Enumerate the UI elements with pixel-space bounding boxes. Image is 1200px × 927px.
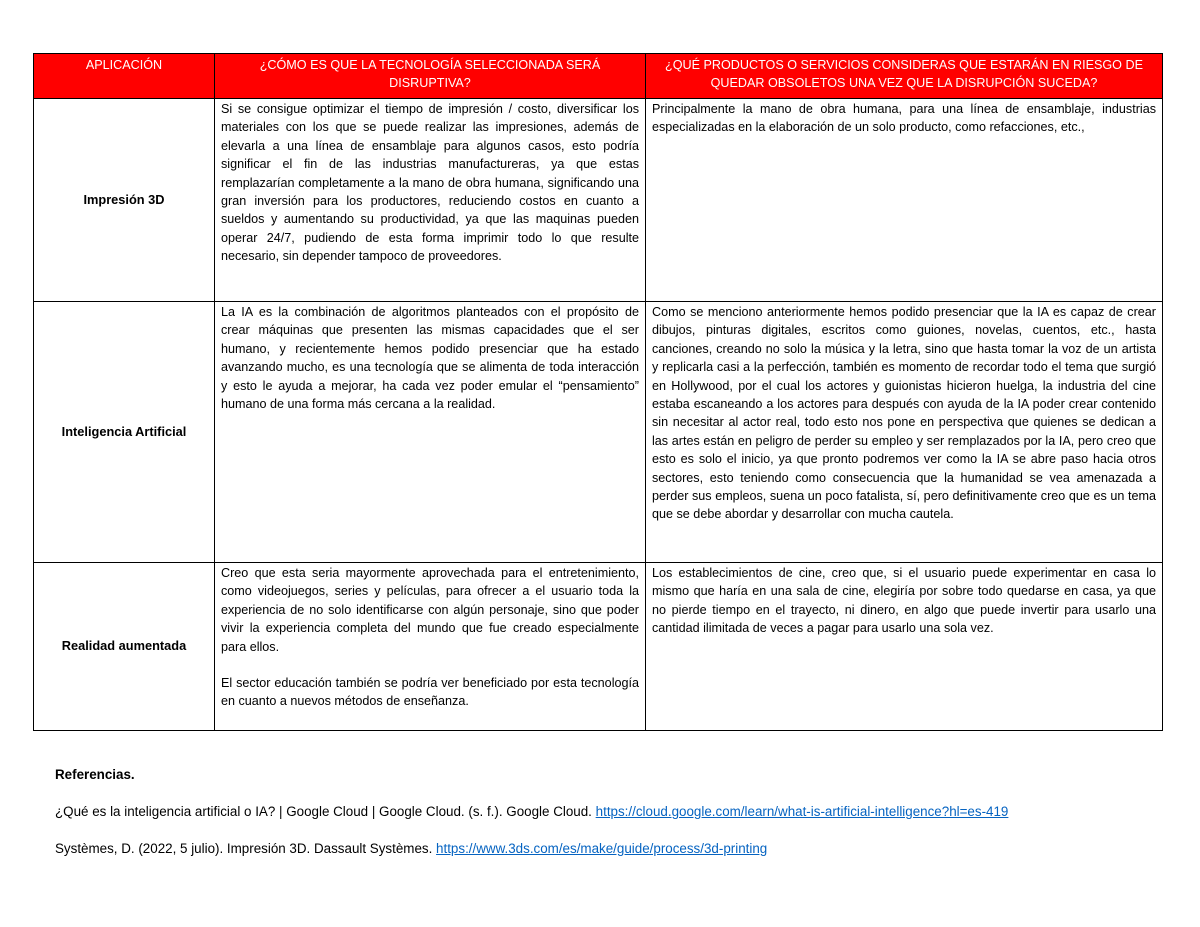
application-cell: Inteligencia Artificial [34, 302, 215, 563]
obsolete-cell [646, 99, 1163, 302]
paragraph: Principalmente la mano de obra humana, para una línea de ensamblaje, industrias especializadas en la elaboración de un solo producto, como refacciones, etc., [652, 102, 1156, 135]
reference-item [55, 839, 1155, 859]
reference-text: ¿Qué es la inteligencia artificial o IA? | Google Cloud | Google Cloud. (s. f.). Google Cloud. [55, 804, 592, 819]
reference-link[interactable]: https://www.3ds.com/es/make/guide/process/3d-printing [436, 841, 768, 856]
paragraph: El sector educación también se podría ver beneficiado por esta tecnología en cuanto a nuevos métodos de enseñanza. [221, 676, 639, 709]
header-obsolete: ¿QUÉ PRODUCTOS O SERVICIOS CONSIDERAS QUE ESTARÁN EN RIESGO DE QUEDAR OBSOLETOS UNA VEZ QUE LA DISRUPCIÓN SUCEDA? [646, 54, 1163, 99]
paragraph: Como se menciono anteriormente hemos podido presenciar que la IA es capaz de crear dibujos, pinturas digitales, escritos como guiones, novelas, cuentos, etc., hasta canciones, creando no solo la música y la letra, sino que hasta tomar la voz de un artista y replicarla casi a la perfección, también es momento de recordar todo el tema que surgió en Hollywood, por el cual los actores y guionistas hicieron huelga, la industria del cine estaba escaneando a los actores para después con ayuda de la IA poder crear contenido sin necesitar al actor real, todo esto nos pone en perspectiva que quienes se dedican a las artes están en peligro de perder su empleo y ser remplazados por la IA, pero creo que esto es solo el inicio, ya que pronto podremos ver como la IA se abre paso hacia otros sectores, esto teniendo como consecuencia que la humanidad se vea amenazada a perder sus empleos, suena un poco fatalista, sí, pero definitivamente creo que es un tema que se debe abordar y desarrollar con mucha cautela. [652, 305, 1156, 522]
paragraph: Creo que esta seria mayormente aprovechada para el entretenimiento, como videojuegos, series y películas, para ofrecer a el usuario toda la experiencia de no solo identificarse con algún personaje, sino que poder vivir la experiencia completa del mundo que fue creado especialmente para ellos. [221, 566, 639, 654]
table-row [34, 563, 1163, 731]
disruptive-cell [215, 563, 646, 731]
reference-text: Systèmes, D. (2022, 5 julio). Impresión 3D. Dassault Systèmes. [55, 841, 433, 856]
obsolete-cell [646, 563, 1163, 731]
header-application: APLICACIÓN [34, 54, 215, 99]
reference-item [55, 802, 1155, 822]
application-cell: Realidad aumentada [34, 563, 215, 731]
table-header-row [34, 54, 1163, 99]
disruptive-cell [215, 302, 646, 563]
comparison-table [33, 53, 1163, 731]
references-section [55, 765, 1155, 876]
obsolete-cell [646, 302, 1163, 563]
paragraph: La IA es la combinación de algoritmos planteados con el propósito de crear máquinas que presenten las mismas capacidades que el ser humano, y recientemente hemos podido presenciar que ha estado avanzando mucho, es una tecnología que se alimenta de toda interacción y esto le ayuda a mejorar, ha cada vez poder emular el “pensamiento” humano de una forma más cercana a la realidad. [221, 305, 639, 412]
header-disruptive: ¿CÓMO ES QUE LA TECNOLOGÍA SELECCIONADA SERÁ DISRUPTIVA? [215, 54, 646, 99]
paragraph: Si se consigue optimizar el tiempo de impresión / costo, diversificar los materiales con los que se puede realizar las impresiones, además de elevarla a una línea de ensamblaje para algunos casos, esto podría significar el fin de las industrias manufactureras, ya que estas remplazarían completamente a la mano de obra humana, significando una gran inversión para los productores, reduciendo costos en cuanto a sueldos y aumentando su productividad, ya que las maquinas pueden operar 24/7, pudiendo de esta forma imprimir todo lo que resulte necesario, sin depender tampoco de proveedores. [221, 102, 639, 264]
disruptive-cell [215, 99, 646, 302]
paragraph: Los establecimientos de cine, creo que, si el usuario puede experimentar en casa lo mismo que haría en una sala de cine, elegiría por sobre todo quedarse en casa, ya que no pierde tiempo en el trayecto, ni dinero, en algo que puede invertir para usarlo una cantidad ilimitada de veces a pagar para usarlo una sola vez. [652, 566, 1156, 636]
table-row [34, 99, 1163, 302]
reference-link[interactable]: https://cloud.google.com/learn/what-is-artificial-intelligence?hl=es-419 [595, 804, 1009, 819]
application-cell: Impresión 3D [34, 99, 215, 302]
references-title: Referencias. [55, 767, 135, 782]
table-row [34, 302, 1163, 563]
